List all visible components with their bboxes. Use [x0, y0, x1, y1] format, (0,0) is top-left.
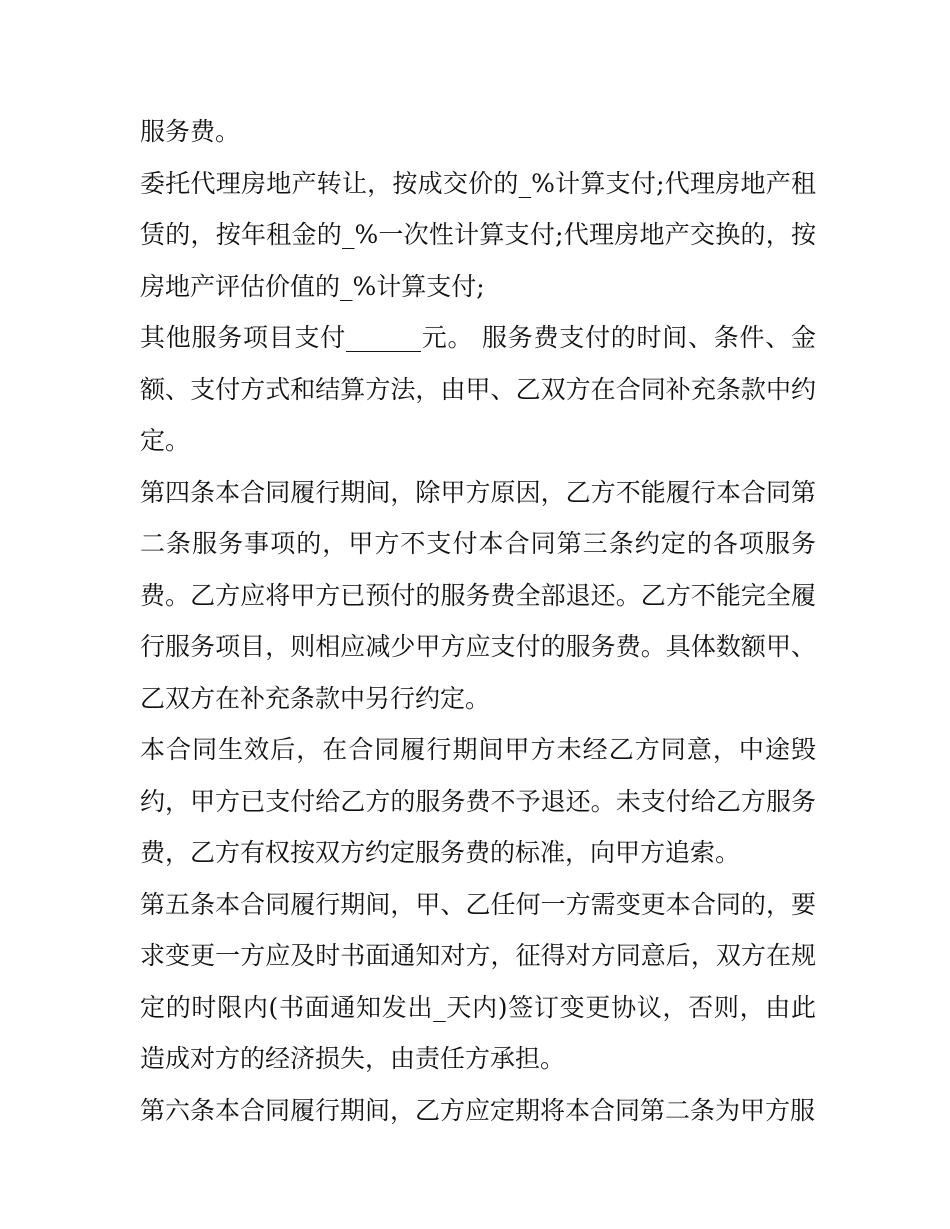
paragraph-breach-refund: 本合同生效后，在合同履行期间甲方未经乙方同意，中途毁约，甲方已支付给乙方的服务费不予退还。未支付给乙方服务费，乙方有权按双方约定服务费的标准，向甲方追索。	[140, 735, 816, 867]
paragraph-agency-fee-rates: 委托代理房地产转让，按成交价的_%计算支付;代理房地产租赁的，按年租金的_%一次性计算支付;代理房地产交换的，按房地产评估价值的_%计算支付;	[140, 168, 816, 301]
paragraph-article-four: 第四条本合同履行期间，除甲方原因，乙方不能履行本合同第二条服务事项的，甲方不支付本合同第三条约定的各项服务费。乙方应将甲方已预付的服务费全部退还。乙方不能完全履行服务项目，则相应减少甲方应支付的服务费。具体数额甲、乙双方在补充条款中另行约定。	[140, 477, 816, 713]
paragraph-service-fee-end: 服务费。	[140, 117, 241, 146]
document-body	[140, 106, 816, 1136]
paragraph-other-service-payment: 其他服务项目支付______元。 服务费支付的时间、条件、金额、支付方式和结算方法，由甲、乙双方在合同补充条款中约定。	[140, 323, 816, 455]
paragraph-article-five: 第五条本合同履行期间，甲、乙任何一方需变更本合同的，要求变更一方应及时书面通知对方，征得对方同意后，双方在规定的时限内(书面通知发出_天内)签订变更协议，否则，由此造成对方的经济损失，由责任方承担。	[140, 889, 816, 1073]
paragraph-article-six: 第六条本合同履行期间，乙方应定期将本合同第二条为甲方服	[140, 1095, 816, 1125]
